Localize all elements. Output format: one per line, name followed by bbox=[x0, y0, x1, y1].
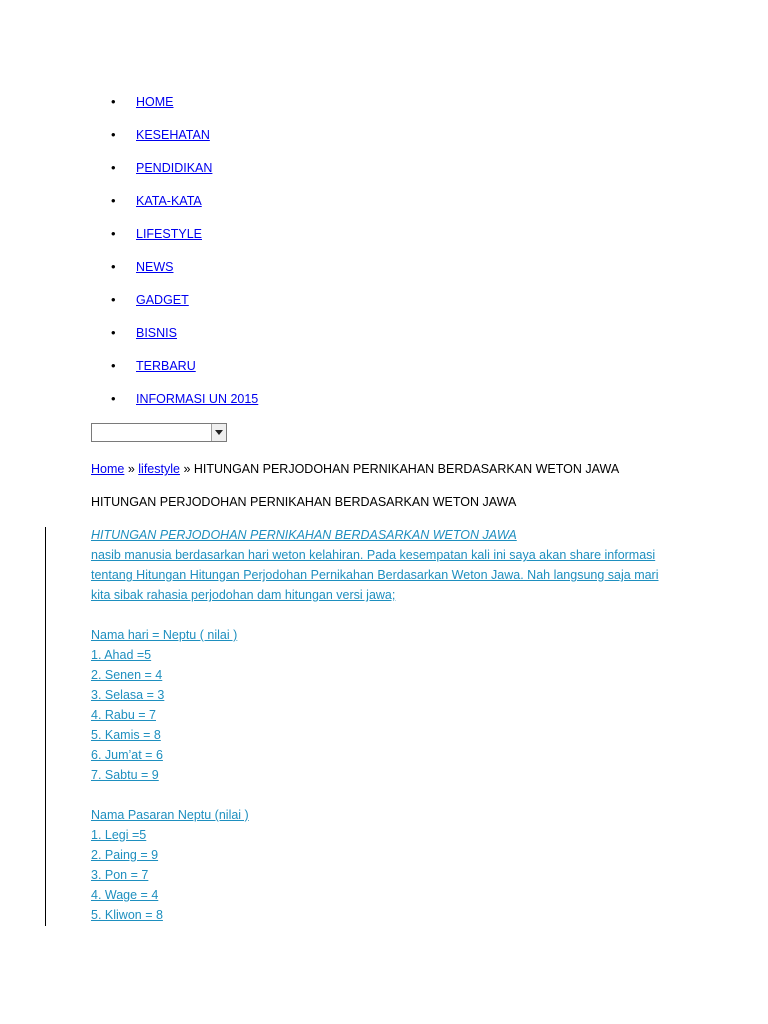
bullet-icon: • bbox=[111, 226, 116, 241]
breadcrumb-separator: » bbox=[183, 462, 191, 476]
nav-item-terbaru bbox=[0, 355, 258, 388]
article-heading: HITUNGAN PERJODOHAN PERNIKAHAN BERDASARKAN WETON JAWA bbox=[91, 528, 517, 542]
hari-item: 3. Selasa = 3 bbox=[91, 688, 165, 702]
nav-link-gadget[interactable]: GADGET bbox=[136, 293, 189, 307]
main-nav-menu bbox=[0, 91, 258, 421]
breadcrumb-category-link[interactable]: lifestyle bbox=[138, 462, 180, 476]
nav-link-news[interactable]: NEWS bbox=[136, 260, 174, 274]
nav-item-informasi-un bbox=[0, 388, 258, 421]
nav-link-terbaru[interactable]: TERBARU bbox=[136, 359, 196, 373]
nav-item-home bbox=[0, 91, 258, 124]
bullet-icon: • bbox=[111, 358, 116, 373]
article-intro-line: kita sibak rahasia perjodohan dam hitungan versi jawa; bbox=[91, 588, 396, 602]
hari-item: 4. Rabu = 7 bbox=[91, 708, 156, 722]
nav-item-gadget bbox=[0, 289, 258, 322]
pasaran-item: 1. Legi =5 bbox=[91, 828, 147, 842]
nav-link-pendidikan[interactable]: PENDIDIKAN bbox=[136, 161, 213, 175]
pasaran-item: 4. Wage = 4 bbox=[91, 888, 159, 902]
nav-item-kesehatan bbox=[0, 124, 258, 157]
bullet-icon: • bbox=[111, 259, 116, 274]
bullet-icon: • bbox=[111, 160, 116, 175]
nav-link-kata-kata[interactable]: KATA-KATA bbox=[136, 194, 202, 208]
pasaran-header: Nama Pasaran Neptu (nilai ) bbox=[91, 808, 249, 822]
page-title: HITUNGAN PERJODOHAN PERNIKAHAN BERDASARKAN WETON JAWA bbox=[91, 495, 517, 509]
pasaran-item: 2. Paing = 9 bbox=[91, 848, 159, 862]
nav-item-pendidikan bbox=[0, 157, 258, 190]
nav-select-dropdown[interactable] bbox=[91, 423, 227, 442]
hari-item: 2. Senen = 4 bbox=[91, 668, 163, 682]
chevron-down-icon[interactable] bbox=[211, 424, 226, 441]
article-body bbox=[91, 525, 681, 925]
nav-item-news bbox=[0, 256, 258, 289]
nav-link-kesehatan[interactable]: KESEHATAN bbox=[136, 128, 210, 142]
nav-item-bisnis bbox=[0, 322, 258, 355]
bullet-icon: • bbox=[111, 94, 116, 109]
bullet-icon: • bbox=[111, 391, 116, 406]
article-intro-line: nasib manusia berdasarkan hari weton kelahiran. Pada kesempatan kali ini saya akan share informasi bbox=[91, 548, 656, 562]
bullet-icon: • bbox=[111, 292, 116, 307]
spacer bbox=[91, 605, 681, 625]
pasaran-item: 5. Kliwon = 8 bbox=[91, 908, 163, 922]
hari-header: Nama hari = Neptu ( nilai ) bbox=[91, 628, 238, 642]
nav-link-home[interactable]: HOME bbox=[136, 95, 174, 109]
hari-item: 1. Ahad =5 bbox=[91, 648, 152, 662]
breadcrumb-current: HITUNGAN PERJODOHAN PERNIKAHAN BERDASARKAN WETON JAWA bbox=[193, 462, 620, 476]
pasaran-item: 3. Pon = 7 bbox=[91, 868, 149, 882]
hari-item: 6. Jum’at = 6 bbox=[91, 748, 163, 762]
breadcrumb-separator: » bbox=[127, 462, 135, 476]
nav-item-kata-kata bbox=[0, 190, 258, 223]
breadcrumb-home-link[interactable]: Home bbox=[91, 462, 125, 476]
bullet-icon: • bbox=[111, 325, 116, 340]
nav-link-informasi-un[interactable]: INFORMASI UN 2015 bbox=[136, 392, 259, 406]
bullet-icon: • bbox=[111, 193, 116, 208]
hari-item: 7. Sabtu = 9 bbox=[91, 768, 159, 782]
article-intro-line: tentang Hitungan Hitungan Perjodohan Pernikahan Berdasarkan Weton Jawa. Nah langsung saja mari bbox=[91, 568, 659, 582]
bullet-icon: • bbox=[111, 127, 116, 142]
spacer bbox=[91, 785, 681, 805]
nav-link-lifestyle[interactable]: LIFESTYLE bbox=[136, 227, 202, 241]
nav-item-lifestyle bbox=[0, 223, 258, 256]
blockquote-divider bbox=[45, 527, 46, 926]
hari-item: 5. Kamis = 8 bbox=[91, 728, 161, 742]
breadcrumb bbox=[91, 460, 619, 478]
nav-link-bisnis[interactable]: BISNIS bbox=[136, 326, 177, 340]
